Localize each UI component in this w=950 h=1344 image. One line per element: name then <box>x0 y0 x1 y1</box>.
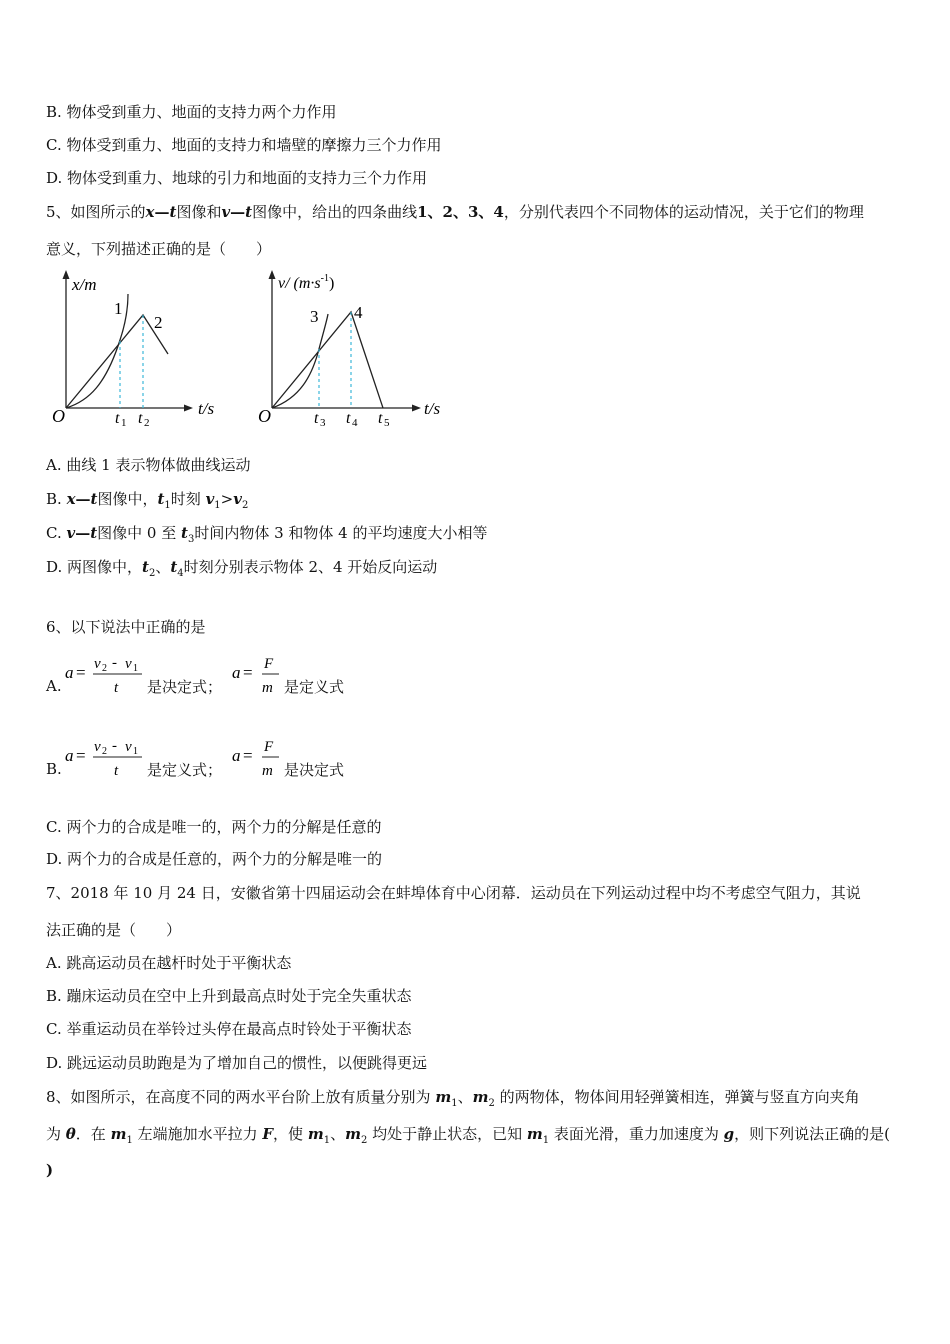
svg-text:-: - <box>112 655 117 671</box>
v-t-xlabel: t/s <box>424 399 441 418</box>
q6-option-a-label: A. <box>46 677 62 695</box>
svg-text:-: - <box>112 738 117 754</box>
t4-tick: t <box>346 410 351 427</box>
svg-text:v: v <box>94 739 101 755</box>
svg-text:m: m <box>262 680 273 696</box>
svg-text:a: a <box>65 746 74 765</box>
svg-text:5: 5 <box>384 417 390 429</box>
q7-stem-line2: 法正确的是（ ） <box>46 921 182 939</box>
q7-stem-line1: 7、2018 年 10 月 24 日，安徽省第十四届运动会在蚌埠体育中心闭幕．运动员在下列运动过程中均不考虑空气阻力，其说 <box>46 884 861 902</box>
svg-text:=: = <box>76 746 86 765</box>
svg-text:=: = <box>76 663 86 682</box>
curve-3-label: 3 <box>310 307 319 326</box>
q8-stem-line1: 8、如图所示，在高度不同的两水平台阶上放有质量分别为 $m_1$、$m_2$ 的两物体，物体间用轻弹簧相连，弹簧与竖直方向夹角 <box>46 1088 860 1109</box>
t5-tick: t <box>378 410 383 427</box>
svg-text:v: v <box>125 656 132 672</box>
svg-text:2: 2 <box>102 663 107 674</box>
q6-option-c: C. 两个力的合成是唯一的，两个力的分解是任意的 <box>46 818 382 836</box>
q6-option-b-text2: 是决定式 <box>284 761 345 779</box>
q6-option-a-text1: 是决定式； <box>147 678 223 696</box>
q6-a-formula-accel <box>62 650 148 700</box>
svg-text:=: = <box>243 663 253 682</box>
curve-2-label: 2 <box>154 313 163 332</box>
x-t-origin: O <box>52 406 65 426</box>
q5-stem-line1: 5、如图所示的x—t图像和v—t图像中，给出的四条曲线1、2、3、4，分别代表四个不同物体的运动情况，关于它们的物理 <box>46 203 864 221</box>
svg-text:4: 4 <box>352 417 358 429</box>
svg-text:1: 1 <box>133 746 138 757</box>
q6-stem: 6、以下说法中正确的是 <box>46 618 206 636</box>
q4-option-c: C. 物体受到重力、地面的支持力和墙壁的摩擦力三个力作用 <box>46 136 442 154</box>
q5-option-d: D. 两图像中，$t_2$、$t_4$时刻分别表示物体 2、4 开始反向运动 <box>46 558 438 579</box>
q4-option-d: D. 物体受到重力、地球的引力和地面的支持力三个力作用 <box>46 169 428 187</box>
v-t-graph <box>250 266 460 434</box>
q6-option-b-label: B. <box>46 760 62 778</box>
svg-text:a: a <box>232 746 241 765</box>
curve-1-label: 1 <box>114 299 123 318</box>
q6-option-b-text1: 是定义式； <box>147 761 223 779</box>
t2-tick: t <box>138 410 143 427</box>
x-t-xlabel: t/s <box>198 399 215 418</box>
svg-text:t: t <box>114 680 119 696</box>
q5-stem-line2: 意义，下列描述正确的是（ ） <box>46 240 272 258</box>
svg-text:a: a <box>65 663 74 682</box>
svg-text:1: 1 <box>121 417 127 429</box>
svg-text:v: v <box>94 656 101 672</box>
svg-text:v: v <box>125 739 132 755</box>
svg-text:1: 1 <box>133 663 138 674</box>
q5-option-c: C. v—t图像中 0 至 $t_3$时间内物体 3 和物体 4 的平均速度大小相等 <box>46 524 488 545</box>
q6-b-formula-force <box>229 733 285 783</box>
svg-text:m: m <box>262 763 273 779</box>
q7-option-d: D. 跳远运动员助跑是为了增加自己的惯性，以便跳得更远 <box>46 1054 428 1072</box>
q5-option-a: A. 曲线 1 表示物体做曲线运动 <box>46 456 251 474</box>
svg-text:t: t <box>114 763 119 779</box>
curve-4-label: 4 <box>354 303 363 322</box>
q6-option-a-text2: 是定义式 <box>284 678 345 696</box>
svg-text:=: = <box>243 746 253 765</box>
q4-option-b: B. 物体受到重力、地面的支持力两个力作用 <box>46 103 337 121</box>
svg-text:F: F <box>264 739 274 755</box>
q8-close-paren: ) <box>46 1161 54 1179</box>
svg-text:F: F <box>264 656 274 672</box>
q6-b-formula-accel <box>62 733 148 783</box>
svg-text:2: 2 <box>102 746 107 757</box>
svg-text:a: a <box>232 663 241 682</box>
t1-tick: t <box>115 410 120 427</box>
svg-text:3: 3 <box>320 417 326 429</box>
q7-option-b: B. 蹦床运动员在空中上升到最高点时处于完全失重状态 <box>46 987 412 1005</box>
t3-tick: t <box>314 410 319 427</box>
v-t-origin: O <box>258 406 271 426</box>
q7-option-a: A. 跳高运动员在越杆时处于平衡状态 <box>46 954 292 972</box>
x-t-ylabel: x/m <box>72 275 97 294</box>
x-t-graph <box>44 266 234 434</box>
q8-stem-line2: 为 θ．在 $m_1$ 左端施加水平拉力 F，使 $m_1$、$m_2$ 均处于静止状态，已知 $m_1$ 表面光滑，重力加速度为 g，则下列说法正确的是( <box>46 1125 891 1146</box>
q5-option-b: B. x—t图像中，$t_1$时刻 $v_1>v_2$ <box>46 490 249 511</box>
q7-option-c: C. 举重运动员在举铃过头停在最高点时铃处于平衡状态 <box>46 1020 412 1038</box>
q6-option-d: D. 两个力的合成是任意的，两个力的分解是唯一的 <box>46 850 383 868</box>
svg-text:2: 2 <box>144 417 150 429</box>
v-t-ylabel: v/ $(m\cdot s^{-1})$ <box>278 273 335 292</box>
q6-a-formula-force <box>229 650 285 700</box>
